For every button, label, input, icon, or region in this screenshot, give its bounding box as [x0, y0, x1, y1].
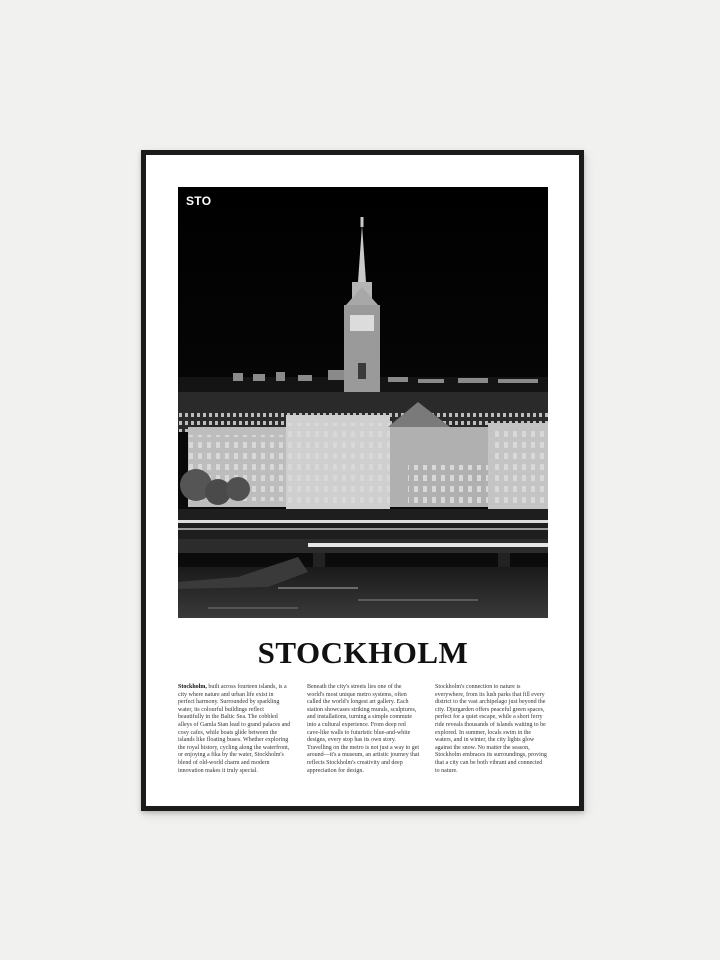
column-lead: Stockholm,	[178, 684, 207, 690]
text-column-1	[178, 684, 291, 775]
city-night-illustration	[178, 187, 548, 618]
column-text: built across fourteen islands, is a city where nature and urban life exist in perfect harmony. Surrounded by sparkling water, its colourful buildings reflect beautifully in the Baltic Sea. The cobbled alleys of Gamla Stan lead to grand palaces and cosy cafes, while boats glide between the islands like floating buses. Whether exploring the royal history, cycling along the waterfront, or enjoying a fika by the water, Stockholm's blend of old-world charm and modern innovation makes it truly special.	[178, 684, 291, 774]
column-text: Beneath the city's streets lies one of the world's most unique metro systems, often called the world's longest art gallery. Each station showcases striking murals, sculptures, and installations, turning a simple commute into a cultural experience. From deep red cave-like walls to futuristic blue-and-white designs, every stop has its own story. Travelling on the metro is not just a way to get around—it's a museum, an artistic journey that reflects Stockholm's creativity and deep appreciation for design.	[307, 684, 420, 774]
text-column-3	[435, 684, 548, 775]
poster-title: STOCKHOLM	[257, 635, 469, 670]
city-night-photo	[178, 187, 548, 618]
city-code: STO	[186, 194, 212, 208]
column-text: Stockholm's connection to nature is everywhere, from its lush parks that fill every district to the vast archipelago just beyond the city. Djurgarden offers peaceful green spaces, perfect for a quiet escape, while a short ferry ride reveals thousands of islands waiting to be explored. In summer, locals swim in the waters, and in winter, the city lights glow against the snow. No matter the season, Stockholm embraces its surroundings, proving that a city can be both vibrant and connected to nature.	[435, 684, 547, 774]
text-column-2	[307, 684, 420, 775]
